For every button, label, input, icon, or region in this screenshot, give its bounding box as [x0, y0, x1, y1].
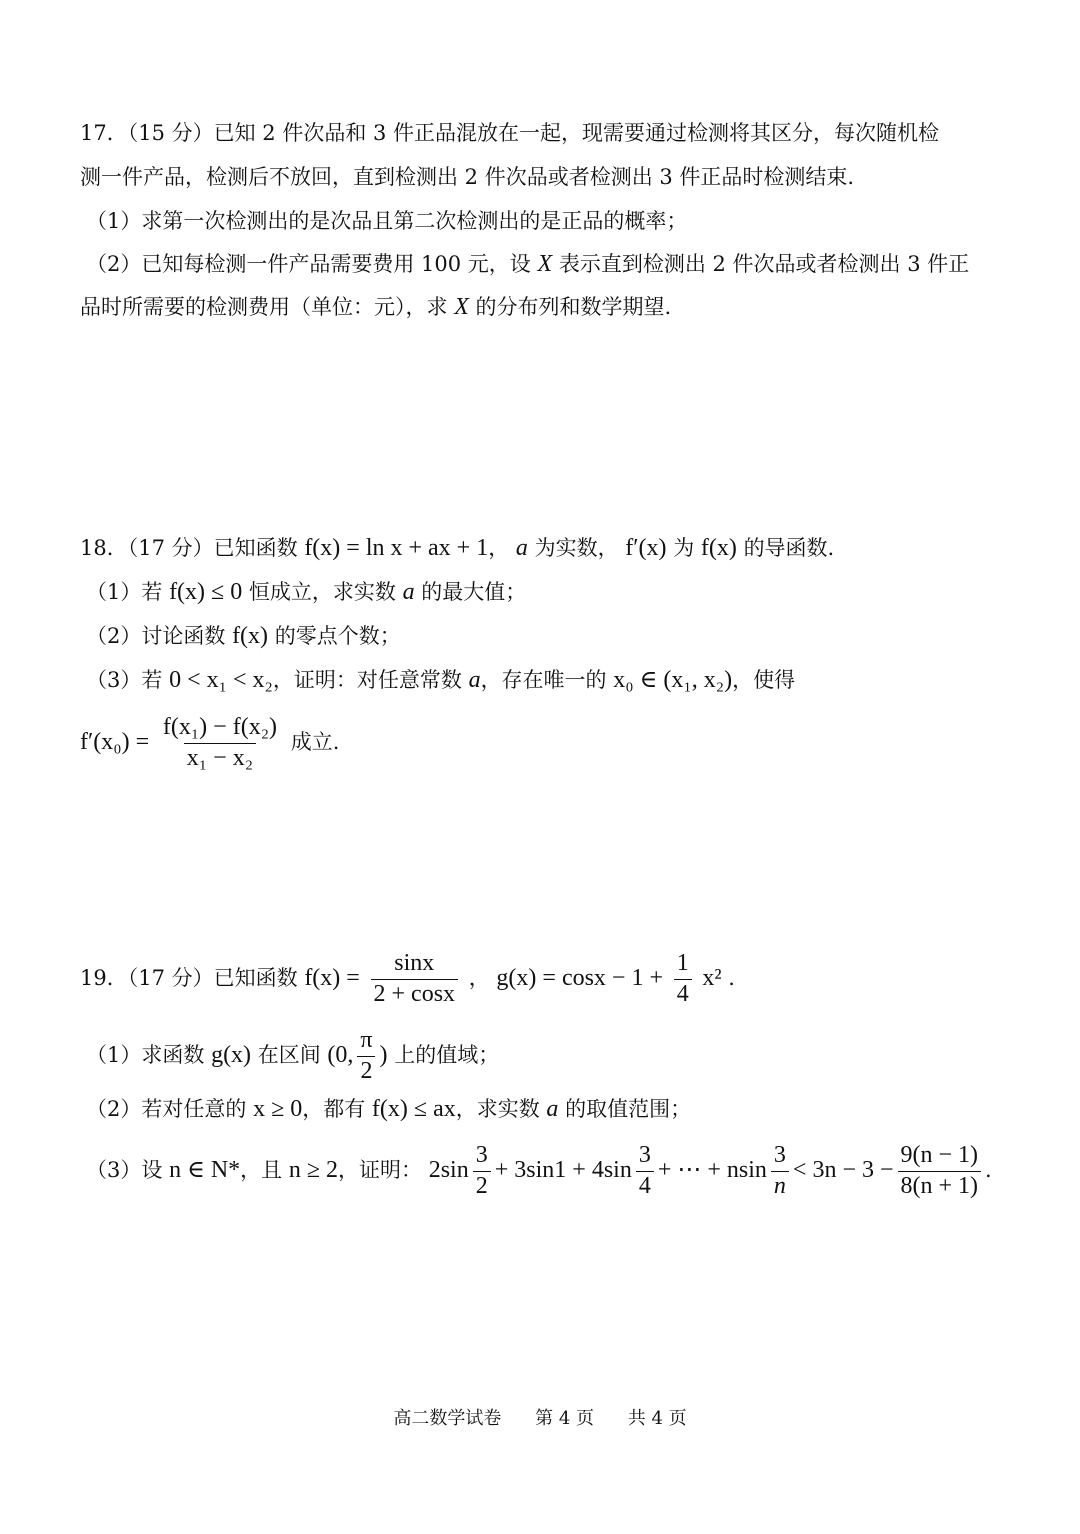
q18-part2: [86, 621, 401, 651]
q17-part1: （1）求第一次检测出的是次品且第二次检测出的是正品的概率；: [86, 209, 688, 233]
footer-total: 共 4 页: [627, 1408, 687, 1429]
q19-part2: [86, 1094, 691, 1124]
q18-eq-tail: 成立.: [290, 730, 340, 754]
q19-frac1-den: 2: [473, 1171, 491, 1201]
q18-function: f(x) = ln x + ax + 1: [304, 535, 489, 561]
q18-fx: f(x): [700, 535, 737, 561]
q19-sum-term2: + 3sin1 + 4sin: [494, 1157, 632, 1183]
q19-frac2-den: 4: [636, 1171, 654, 1201]
q19-p1-pi-fraction: [357, 1027, 375, 1085]
q19-p1-interval-close: ): [379, 1042, 388, 1068]
q17-part2-text-d: 的分布列和数学期望.: [475, 295, 672, 319]
q17-var-x-2: X: [454, 294, 469, 320]
q19-intro-end: .: [728, 966, 735, 990]
q19-p1-interval-open: (0,: [327, 1042, 354, 1068]
q18-p3-c: ，存在唯一的: [480, 668, 607, 692]
q19-p3-n-domain: n ∈ N*: [169, 1157, 241, 1183]
q17-line2: 测一件产品，检测后不放回，直到检测出 2 件次品或者检测出 3 件正品时检测结束.: [80, 165, 855, 189]
q19-p2-condition: x ≥ 0: [253, 1096, 303, 1122]
q18-p3-a: （3）若: [86, 668, 163, 692]
q18-p3-condition: 0 < x₁ < x₂: [169, 667, 273, 693]
q18-p1-var-a: a: [402, 579, 415, 605]
q18-p3-d: ，使得: [732, 668, 796, 692]
q19-sum-frac3: [771, 1142, 789, 1200]
q19-p2-a: （2）若对任意的: [86, 1097, 247, 1121]
q19-p3-c: ，证明：: [338, 1158, 423, 1182]
q18-intro-d: 为: [673, 536, 695, 560]
q18-intro: [80, 533, 834, 563]
q19-p1-b: 在区间: [257, 1043, 321, 1067]
q18-p2-fx: f(x): [232, 623, 269, 649]
q18-p3-x0: x₀ ∈ (x₁, x₂): [613, 667, 733, 693]
q19-g-tail: x²: [702, 965, 722, 991]
q19-p2-var-a: a: [546, 1096, 559, 1122]
q18-p2-a: （2）讨论函数: [86, 624, 226, 648]
q19-p1-pi: π: [360, 1027, 373, 1054]
q19-frac4-num: 9(n − 1): [900, 1142, 979, 1169]
q19-sum-term3: + ⋯ + nsin: [657, 1157, 767, 1183]
q19-part1: [86, 1025, 499, 1086]
q19-f-denominator: 2 + cosx: [371, 979, 459, 1009]
q19-sum-frac4: [898, 1142, 982, 1200]
q19-p2-c: ，求实数: [455, 1097, 540, 1121]
q19-sum-rhs: < 3n − 3 −: [792, 1157, 894, 1183]
q18-var-a: a: [515, 535, 528, 561]
q18-eq-fraction: [160, 714, 280, 772]
q19-frac4-den: 8(n + 1): [898, 1171, 982, 1201]
q18-p1-a: （1）若: [86, 580, 163, 604]
q18-eq-denominator: x₁ − x₂: [184, 743, 256, 773]
q17-var-x: X: [537, 251, 553, 277]
q19-part3: [86, 1140, 992, 1201]
q19-intro: [80, 948, 735, 1009]
q18-p1-c: 的最大值；: [421, 580, 527, 604]
footer-page: 第 4 页: [535, 1408, 594, 1429]
q19-g-denominator: 4: [674, 979, 692, 1009]
q19-sep: ，: [468, 966, 490, 990]
q19-sum-end: .: [985, 1158, 992, 1182]
q18-derivative: f′(x): [625, 535, 667, 561]
q19-p2-inequality: f(x) ≤ ax: [371, 1096, 456, 1122]
q19-p3-a: （3）设: [86, 1158, 163, 1182]
q18-intro-c: 为实数，: [534, 536, 619, 560]
q19-f-fraction: [371, 950, 459, 1008]
q18-equation: [80, 712, 339, 773]
q19-frac2-num: 3: [638, 1142, 651, 1169]
q19-p3-n-condition: n ≥ 2: [288, 1157, 339, 1183]
q19-f-numerator: sinx: [394, 950, 435, 977]
q18-part1: [86, 577, 526, 607]
q19-sum-term1: 2sin: [428, 1157, 469, 1183]
q18-comma: ，: [488, 536, 510, 560]
q18-intro-a: 18．（17 分）已知函数: [80, 536, 298, 560]
footer-title: 高二数学试卷: [393, 1408, 502, 1429]
q19-p1-gx: g(x): [211, 1042, 252, 1068]
q19-p1-a: （1）求函数: [86, 1043, 205, 1067]
q19-p3-b: ，且: [240, 1158, 283, 1182]
q17-part2-line2: [80, 292, 671, 322]
q17-part2-text-b: 表示直到检测出 2 件次品或者检测出 3 件正: [558, 252, 970, 276]
q17-part2-text-c: 品时所需要的检测费用（单位：元），求: [80, 295, 448, 319]
q19-frac1-num: 3: [475, 1142, 488, 1169]
q19-intro-a: 19．（17 分）已知函数: [80, 966, 298, 990]
q19-g-fraction: [674, 950, 692, 1008]
q18-eq-numerator: f(x₁) − f(x₂): [162, 714, 278, 741]
q17-part2-line1: [86, 249, 969, 279]
q19-g-numerator: 1: [676, 950, 689, 977]
q19-g-lhs: g(x) = cosx − 1 +: [496, 965, 664, 991]
q18-p1-b: 恒成立，求实数: [248, 580, 396, 604]
q19-p1-two: 2: [357, 1056, 375, 1086]
q19-p2-d: 的取值范围；: [565, 1097, 692, 1121]
q19-frac3-den: n: [771, 1171, 789, 1201]
q17-part2-text-a: （2）已知每检测一件产品需要费用 100 元，设: [86, 252, 531, 276]
q19-sum-frac2: [636, 1142, 654, 1200]
q18-p3-var-a: a: [468, 667, 481, 693]
q19-frac3-num: 3: [773, 1142, 786, 1169]
q18-eq-lhs: f′(x₀) =: [80, 729, 150, 755]
page-footer: [0, 1404, 1080, 1430]
q18-p2-b: 的零点个数；: [274, 624, 401, 648]
q18-intro-e: 的导函数.: [743, 536, 835, 560]
q18-p1-condition: f(x) ≤ 0: [169, 579, 243, 605]
q19-p1-c: 上的值域；: [394, 1043, 500, 1067]
q17-line1: 17．（15 分）已知 2 件次品和 3 件正品混放在一起，现需要通过检测将其区分，每次随机检: [80, 121, 940, 145]
q19-sum-frac1: [473, 1142, 491, 1200]
q18-p3-b: ，证明：对任意常数: [272, 668, 462, 692]
q19-f-lhs: f(x) =: [304, 965, 360, 991]
q19-p2-b: ，都有: [302, 1097, 366, 1121]
q18-part3: [86, 665, 795, 695]
